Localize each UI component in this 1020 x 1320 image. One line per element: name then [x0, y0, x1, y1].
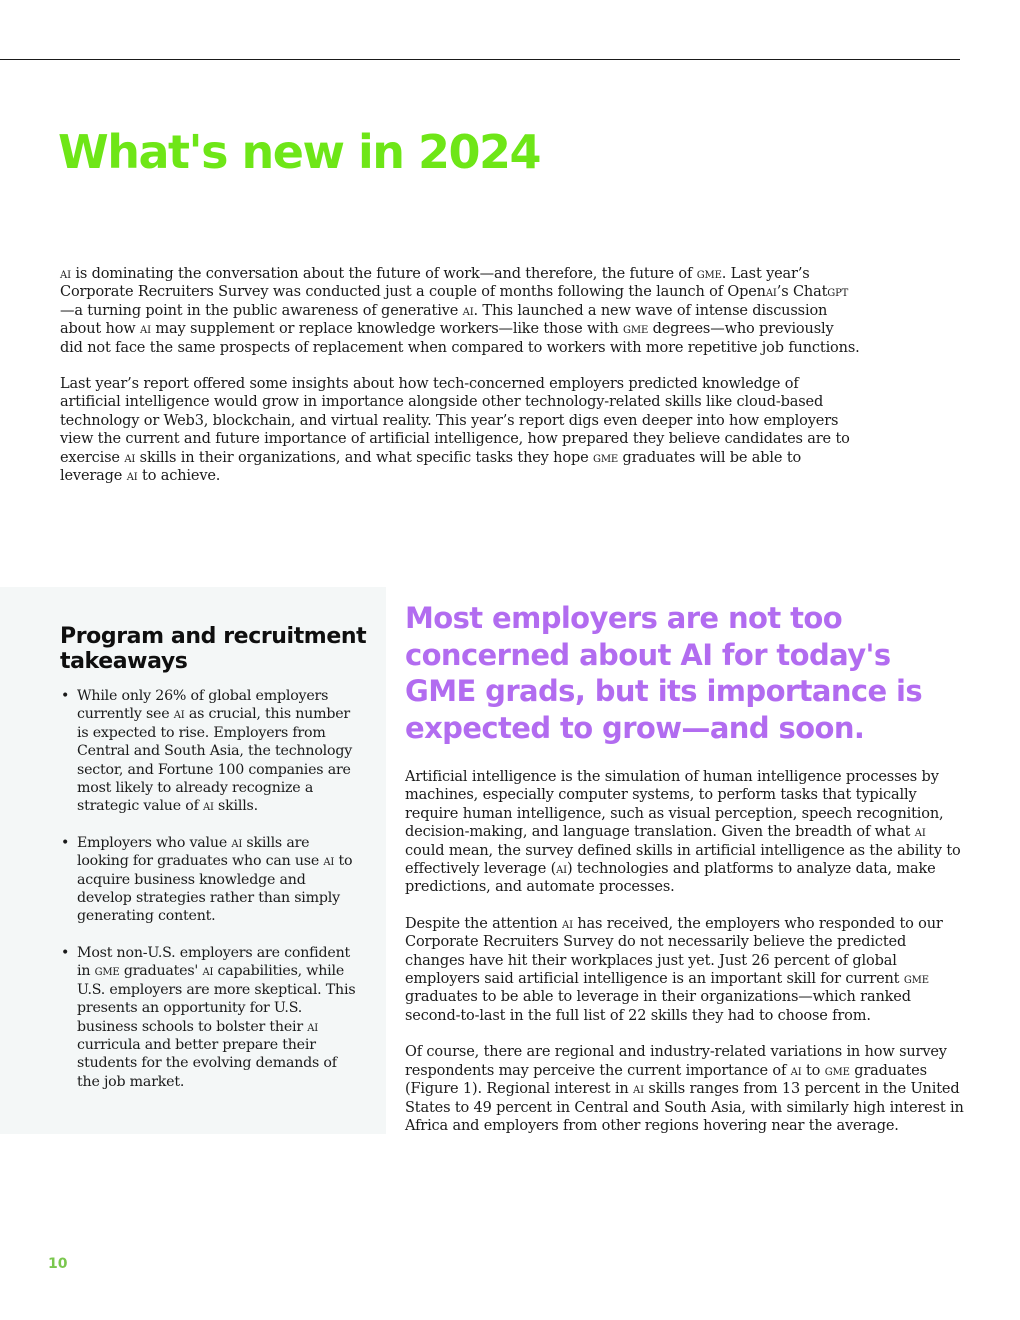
takeaways-list — [60, 687, 360, 1109]
intro-section — [60, 265, 860, 503]
body-paragraph: Artificial intelligence is the simulation of human intelligence processes by machines, especially computer systems, to perform tasks that typically require human intelligence, such as visual perception, speech recognition, decision-making, and language translation. Given the breadth of what ai could mean, the survey defined skills in artificial intelligence as the ability to effectively leverage (ai) technologies and platforms to analyze data, make predictions, and automate processes. — [405, 769, 961, 896]
pull-quote: Most employers are not too concerned about AI for today's GME grads, but its importance is expected to grow—and soon. — [405, 601, 923, 745]
page-number: 10 — [48, 1256, 68, 1272]
list-item-text: While only 26% of global employers currently see ai as crucial, this number is expected to rise. Employers from Central and South Asia, the technology sector, and Fortune 100 companies are most likely to already recognize a strategic value of ai skills. — [77, 688, 353, 815]
intro-paragraph: ai is dominating the conversation about the future of work—and therefore, the future of gme. Last year’s Corporate Recruiters Survey was conducted just a couple of months following the launch of Openai’s Chatgpt—a turning point in the public awareness of generative ai. This launched a new wave of intense discussion about how ai may supplement or replace knowledge workers—like those with gme degrees—who previously did not face the same prospects of replacement when compared to workers with more repetitive job functions. — [60, 266, 860, 356]
top-rule — [0, 59, 960, 60]
bullet-icon: • — [61, 944, 70, 961]
main-column — [405, 600, 965, 1153]
bullet-icon: • — [61, 688, 70, 704]
intro-paragraph: Last year’s report offered some insights about how tech-concerned employers predicted knowledge of artificial intelligence would grow in importance alongside other technology-related skills like cloud-based technology or Web3, blockchain, and virtual reality. This year’s report digs even deeper into how employers view the current and future importance of artificial intelligence, how prepared they believe candidates are to exercise ai skills in their organizations, and what specific tasks they hope gme graduates will be able to leverage ai to achieve. — [60, 376, 850, 485]
list-item — [60, 687, 360, 816]
takeaways-sidebar — [0, 587, 386, 1134]
page-title: What's new in 2024 — [58, 125, 541, 179]
list-item-text: Most non-U.S. employers are confident in gme graduates' ai capabilities, while U.S. employers are more skeptical. This presents an opportunity for U.S. business schools to bolster their ai curricula and better prepare their students for the evolving demands of the job market. — [77, 944, 356, 1090]
bullet-icon: • — [61, 834, 70, 851]
list-item-text: Employers who value ai skills are looking for graduates who can use ai to acquire business knowledge and develop strategies rather than simply generating content. — [77, 834, 353, 925]
sidebar-heading: Program and recruitment takeaways — [60, 624, 367, 674]
body-paragraph: Of course, there are regional and industry-related variations in how survey respondents may perceive the current importance of ai to gme graduates (Figure 1). Regional interest in ai skills ranges from 13 percent in the United States to 49 percent in Central and South Asia, with similarly high interest in Africa and employers from other regions hovering near the average. — [405, 1044, 964, 1134]
list-item — [60, 834, 360, 926]
list-item — [60, 944, 360, 1091]
body-paragraph: Despite the attention ai has received, the employers who responded to our Corporate Recruiters Survey do not necessarily believe the predicted changes have hit their workplaces just yet. Just 26 percent of global employers said artificial intelligence is an important skill for current gme graduates to be able to leverage in their organizations—which ranked second-to-last in the full list of 22 skills they had to choose from. — [405, 915, 943, 1024]
